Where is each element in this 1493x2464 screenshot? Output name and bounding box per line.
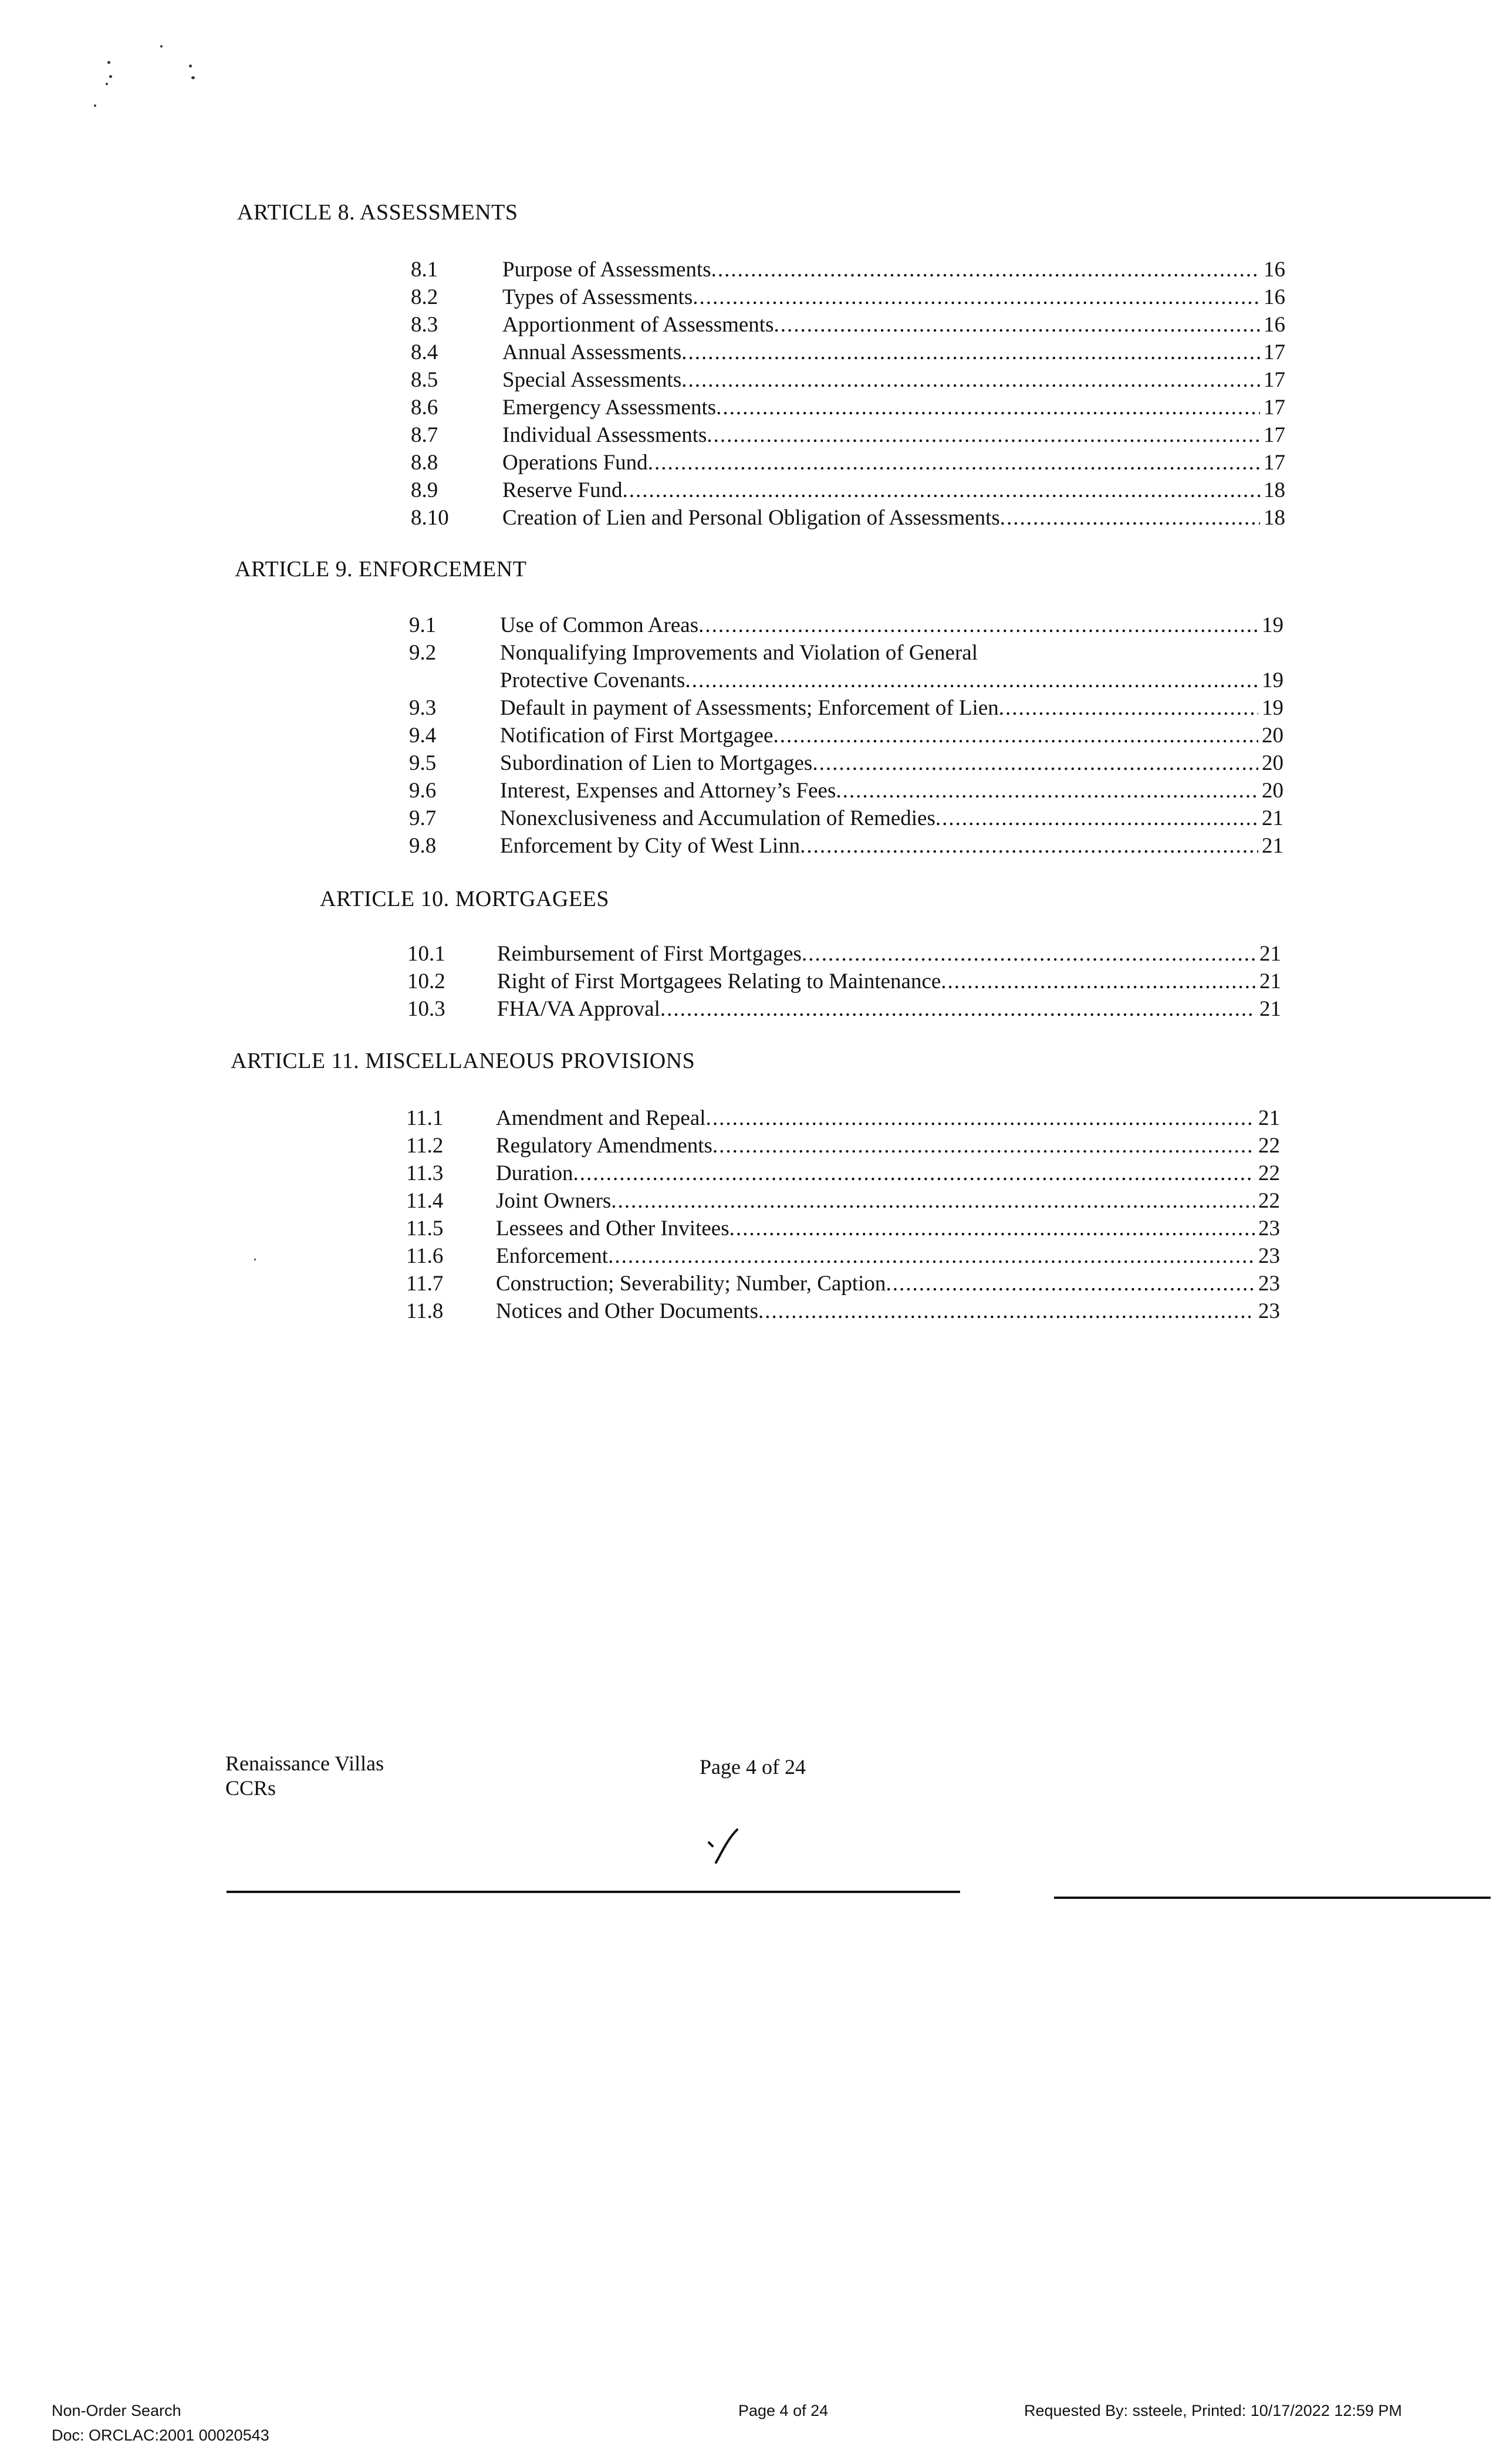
document-id-label: Doc: ORCLAC:2001 00020543 — [52, 2426, 269, 2444]
section-number: 8.4 — [411, 340, 438, 364]
toc-entry[interactable] — [406, 1188, 1280, 1216]
scan-speck — [254, 1259, 256, 1260]
dot-leader — [623, 478, 1261, 503]
section-title: Interest, Expenses and Attorney’s Fees — [500, 779, 836, 803]
section-number: 8.3 — [411, 313, 438, 337]
page-number: 17 — [1264, 423, 1285, 447]
toc-entry[interactable] — [411, 423, 1285, 450]
dot-leader — [706, 1106, 1255, 1131]
toc-entry[interactable] — [411, 257, 1285, 285]
page-number: 17 — [1264, 396, 1285, 420]
dot-leader — [999, 695, 1258, 721]
toc-entry[interactable] — [409, 778, 1283, 806]
toc-entry[interactable] — [406, 1243, 1280, 1271]
section-title: Protective Covenants — [500, 668, 685, 692]
section-number: 8.6 — [411, 396, 438, 420]
section-number: 9.5 — [409, 751, 437, 775]
page-number: 16 — [1264, 258, 1285, 282]
toc-entry[interactable] — [409, 613, 1283, 640]
toc-entry[interactable] — [406, 1161, 1280, 1188]
section-number: 8.1 — [411, 258, 438, 282]
section-title: Creation of Lien and Personal Obligation of Assessments — [502, 506, 1000, 530]
section-number: 10.2 — [407, 969, 445, 993]
dot-leader — [812, 751, 1258, 776]
page-number: 20 — [1262, 779, 1283, 803]
toc-entry[interactable] — [407, 969, 1281, 996]
dot-leader — [707, 423, 1260, 448]
scan-speck — [109, 75, 112, 78]
article-heading: ARTICLE 11. MISCELLANEOUS PROVISIONS — [231, 1049, 695, 1073]
toc-entry[interactable] — [409, 833, 1283, 861]
section-number: 11.3 — [406, 1161, 444, 1185]
scan-speck — [94, 104, 96, 107]
dot-leader — [711, 257, 1260, 282]
section-number: 8.8 — [411, 451, 438, 475]
dot-leader — [681, 367, 1260, 393]
section-number: 9.6 — [409, 779, 437, 803]
page-number: 21 — [1259, 942, 1281, 966]
section-title: FHA/VA Approval — [497, 997, 660, 1021]
toc-entry[interactable] — [411, 340, 1285, 367]
footer-doc-subname: CCRs — [225, 1776, 276, 1800]
section-number: 11.2 — [406, 1134, 444, 1158]
page-number: 23 — [1258, 1272, 1280, 1296]
section-title: Reserve Fund — [502, 478, 623, 502]
page-number: 19 — [1262, 613, 1283, 637]
page-number: 21 — [1262, 834, 1283, 858]
section-title: Regulatory Amendments — [496, 1134, 712, 1158]
dot-leader — [685, 668, 1258, 693]
section-title: Duration — [496, 1161, 573, 1185]
scan-speck — [107, 61, 110, 64]
search-type-label: Non-Order Search — [52, 2402, 181, 2419]
section-number: 9.8 — [409, 834, 437, 858]
toc-entry[interactable] — [406, 1106, 1280, 1133]
section-title: Joint Owners — [496, 1189, 612, 1213]
dot-leader — [648, 450, 1260, 475]
section-number: 9.2 — [409, 641, 437, 665]
page-number: 22 — [1258, 1134, 1280, 1158]
dot-leader — [935, 806, 1258, 831]
footer-doc-name: Renaissance Villas — [225, 1752, 384, 1775]
section-number: 11.5 — [406, 1216, 444, 1241]
section-number: 10.1 — [407, 942, 445, 966]
toc-entry[interactable] — [411, 285, 1285, 312]
page-number: 17 — [1264, 368, 1285, 392]
section-title: Amendment and Repeal — [496, 1106, 706, 1130]
scan-page-label: Page 4 of 24 — [738, 2402, 829, 2419]
section-title: Enforcement — [496, 1244, 609, 1268]
toc-entry[interactable] — [407, 996, 1281, 1024]
page-number: 21 — [1259, 997, 1281, 1021]
toc-entry[interactable] — [409, 695, 1283, 723]
page-number: 16 — [1264, 313, 1285, 337]
section-number: 9.3 — [409, 696, 437, 720]
section-number: 8.7 — [411, 423, 438, 447]
dot-leader — [1000, 505, 1260, 530]
section-number: 11.7 — [406, 1272, 444, 1296]
page-number: 19 — [1262, 668, 1283, 692]
page-number: 17 — [1264, 340, 1285, 364]
article-heading: ARTICLE 8. ASSESSMENTS — [237, 200, 518, 225]
section-number: 8.9 — [411, 478, 438, 502]
footer-rule-left — [227, 1891, 960, 1893]
section-title: Construction; Severability; Number, Caption — [496, 1272, 886, 1296]
handwritten-initial-mark — [702, 1826, 743, 1867]
page-number: 21 — [1259, 969, 1281, 993]
toc-entry[interactable] — [409, 806, 1283, 833]
dot-leader — [681, 340, 1260, 365]
section-title: Operations Fund — [502, 451, 648, 475]
section-number: 11.6 — [406, 1244, 444, 1268]
dot-leader — [693, 285, 1260, 310]
page-number: 20 — [1262, 751, 1283, 775]
page-number: 23 — [1258, 1244, 1280, 1268]
section-number: 9.4 — [409, 724, 437, 748]
section-number: 11.8 — [406, 1299, 444, 1323]
toc-entry[interactable] — [406, 1133, 1280, 1161]
toc-entry[interactable] — [411, 367, 1285, 395]
page-number: 21 — [1258, 1106, 1280, 1130]
article-heading: ARTICLE 10. MORTGAGEES — [320, 887, 610, 911]
page-number: 18 — [1264, 478, 1285, 502]
section-title: Default in payment of Assessments; Enforcement of Lien — [500, 696, 999, 720]
page-number: 20 — [1262, 724, 1283, 748]
dot-leader — [698, 613, 1258, 638]
page-number: 18 — [1264, 506, 1285, 530]
dot-leader — [660, 996, 1256, 1022]
dot-leader — [836, 778, 1258, 803]
section-number: 9.1 — [409, 613, 437, 637]
page-number: 19 — [1262, 696, 1283, 720]
section-title: Reimbursement of First Mortgages — [497, 942, 802, 966]
toc-entry[interactable] — [411, 312, 1285, 340]
section-title: Notification of First Mortgagee — [500, 724, 773, 748]
dot-leader — [800, 833, 1258, 858]
scan-speck — [189, 65, 192, 67]
toc-entry[interactable] — [406, 1216, 1280, 1243]
scan-speck — [160, 45, 163, 48]
dot-leader — [758, 1299, 1255, 1324]
section-title: Emergency Assessments — [502, 396, 717, 420]
dot-leader — [729, 1216, 1255, 1241]
page-number: 22 — [1258, 1189, 1280, 1213]
section-title: Special Assessments — [502, 368, 682, 392]
toc-entry[interactable] — [409, 640, 1283, 695]
toc-entry[interactable] — [411, 505, 1285, 533]
page-number: 21 — [1262, 806, 1283, 830]
footer-rule-right — [1054, 1897, 1491, 1899]
section-title: Right of First Mortgagees Relating to Maintenance — [497, 969, 941, 993]
section-number: 8.10 — [411, 506, 449, 530]
article-heading: ARTICLE 9. ENFORCEMENT — [235, 557, 527, 582]
toc-entry[interactable] — [411, 478, 1285, 505]
section-title: Subordination of Lien to Mortgages — [500, 751, 813, 775]
section-number: 11.1 — [406, 1106, 444, 1130]
dot-leader — [573, 1161, 1255, 1186]
section-number: 10.3 — [407, 997, 445, 1021]
page-number: 23 — [1258, 1299, 1280, 1323]
dot-leader — [941, 969, 1256, 994]
dot-leader — [886, 1271, 1255, 1296]
dot-leader — [611, 1188, 1255, 1214]
toc-entry[interactable] — [406, 1299, 1280, 1326]
section-title: Types of Assessments — [502, 285, 693, 309]
toc-entry[interactable] — [409, 751, 1283, 778]
dot-leader — [712, 1133, 1255, 1158]
dot-leader — [716, 395, 1260, 420]
page-number: 16 — [1264, 285, 1285, 309]
toc-entry[interactable] — [406, 1271, 1280, 1299]
section-number: 8.5 — [411, 368, 438, 392]
section-title: Enforcement by City of West Linn — [500, 834, 800, 858]
section-number: 8.2 — [411, 285, 438, 309]
requested-by-label: Requested By: ssteele, Printed: 10/17/2022 12:59 PM — [1024, 2402, 1402, 2419]
scan-speck — [106, 83, 108, 85]
section-title: Use of Common Areas — [500, 613, 699, 637]
footer-page-label: Page 4 of 24 — [700, 1755, 806, 1779]
section-title: Apportionment of Assessments — [502, 313, 774, 337]
dot-leader — [773, 723, 1258, 748]
page-number: 17 — [1264, 451, 1285, 475]
section-number: 9.7 — [409, 806, 437, 830]
dot-leader — [608, 1243, 1255, 1269]
page-number: 22 — [1258, 1161, 1280, 1185]
toc-entry[interactable] — [407, 941, 1281, 969]
toc-entry[interactable] — [409, 723, 1283, 751]
toc-entry[interactable] — [411, 395, 1285, 423]
page-number: 23 — [1258, 1216, 1280, 1241]
section-number: 11.4 — [406, 1189, 444, 1213]
section-title: Notices and Other Documents — [496, 1299, 758, 1323]
section-title: Nonexclusiveness and Accumulation of Remedies — [500, 806, 935, 830]
scan-speck — [191, 76, 195, 79]
toc-entry[interactable] — [411, 450, 1285, 478]
section-title: Annual Assessments — [502, 340, 682, 364]
section-title: Individual Assessments — [502, 423, 707, 447]
dot-leader — [802, 941, 1256, 966]
dot-leader — [773, 312, 1260, 337]
section-title: Purpose of Assessments — [502, 258, 711, 282]
section-title-line1: Nonqualifying Improvements and Violation of General — [500, 641, 978, 665]
section-title: Lessees and Other Invitees — [496, 1216, 729, 1241]
